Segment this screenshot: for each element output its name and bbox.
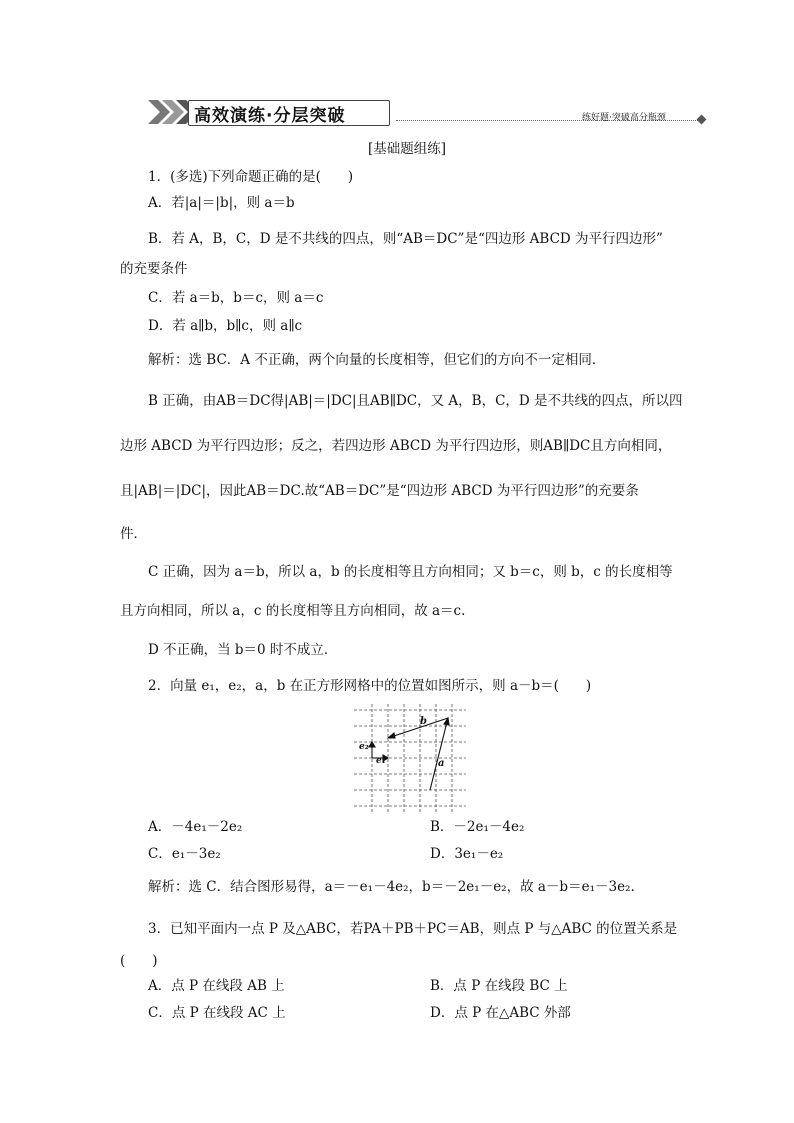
label-a: a: [438, 758, 445, 769]
q2-solution: 解析：选 C．结合图形易得，a＝－e₁－4e₂，b＝－2e₁－e₂，故 a－b＝e₁－3e₂.: [148, 879, 635, 895]
section-title: [基础题组练]: [368, 141, 447, 157]
q1-solution-7: 且方向相同，所以 a，c 的长度相等且方向相同，故 a＝c.: [120, 603, 466, 619]
q1-option-b-cont: 的充要条件: [120, 261, 188, 277]
q1-stem: 1．(多选)下列命题正确的是( ): [148, 169, 354, 185]
label-b: b: [420, 716, 427, 727]
q1-solution-5: 件．: [120, 526, 147, 542]
q1-solution-6: C 正确，因为 a＝b，所以 a，b 的长度相等且方向相同；又 b＝c，则 b，c 的长度相等: [148, 564, 673, 580]
q3-option-b: B．点 P 在线段 BC 上: [430, 978, 568, 994]
q3-paren: ( ): [120, 953, 158, 969]
q2-option-b: B．－2e₁－4e₂: [430, 819, 525, 835]
diamond-icon: [697, 115, 707, 125]
q1-option-b: B．若 A，B，C，D 是不共线的四点，则“AB＝DC”是“四边形 ABCD 为平行四边形”: [148, 231, 663, 247]
vector-grid-figure: [354, 704, 466, 812]
q1-solution-4: 且|AB|＝|DC|，因此AB＝DC.故“AB＝DC”是“四边形 ABCD 为平行四边形”的充要条: [120, 483, 639, 499]
q1-option-a: A．若|a|＝|b|，则 a＝b: [148, 195, 295, 211]
header-slogan: 练好题·突破高分瓶颈: [582, 113, 666, 123]
q2-option-d: D．3e₁－e₂: [430, 846, 504, 862]
q3-option-d: D．点 P 在△ABC 外部: [430, 1005, 571, 1021]
q2-option-a: A．－4e₁－2e₂: [148, 819, 243, 835]
q1-solution-3: 边形 ABCD 为平行四边形；反之，若四边形 ABCD 为平行四边形，则AB∥DC且方向相同，: [120, 438, 672, 454]
label-e2: e₂: [359, 742, 369, 752]
q3-option-a: A．点 P 在线段 AB 上: [148, 978, 285, 994]
q3-option-c: C．点 P 在线段 AC 上: [148, 1005, 286, 1021]
q1-solution-8: D 不正确，当 b＝0 时不成立．: [148, 642, 338, 658]
section-banner: [148, 98, 396, 126]
banner-title: 高效演练·分层突破: [194, 106, 346, 126]
q3-stem: 3．已知平面内一点 P 及△ABC，若PA＋PB＋PC＝AB，则点 P 与△ABC 的位置关系是: [148, 921, 678, 937]
q1-solution-2: B 正确，由AB＝DC得|AB|＝|DC|且AB∥DC，又 A，B，C，D 是不共线的四点，所以四: [148, 393, 683, 409]
label-e1: e₁: [376, 756, 386, 766]
q1-option-c: C．若 a＝b，b＝c，则 a＝c: [148, 290, 324, 306]
q1-option-d: D．若 a∥b，b∥c，则 a∥c: [148, 318, 303, 334]
q1-solution-1: 解析：选 BC．A 不正确，两个向量的长度相等，但它们的方向不一定相同．: [148, 352, 606, 368]
q2-option-c: C．e₁－3e₂: [148, 846, 221, 862]
q2-stem: 2．向量 e₁，e₂，a，b 在正方形网格中的位置如图所示，则 a－b＝( ): [148, 678, 592, 694]
